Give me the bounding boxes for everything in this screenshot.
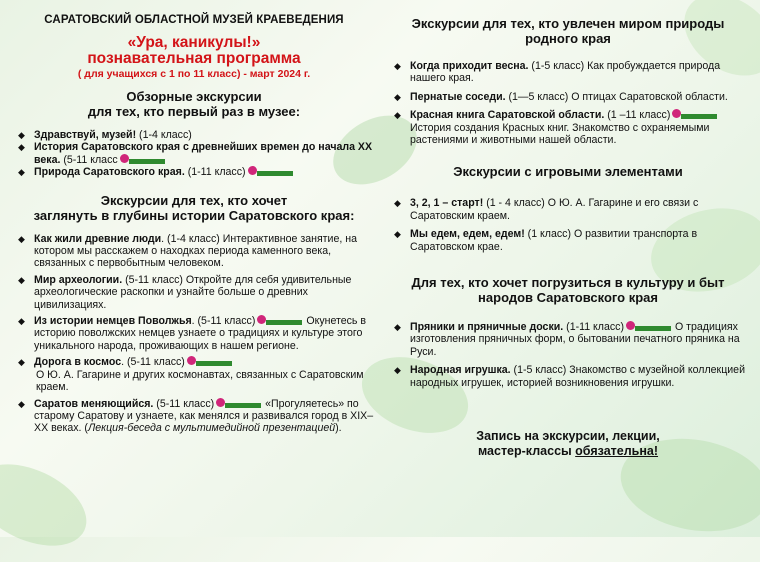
- list-item: ◆ Красная книга Саратовской области. (1 –11 класс) История создания Красных книг. Знакомство с охраняемыми растениями и животными нашей области.: [390, 109, 746, 146]
- culture-list: [390, 321, 746, 389]
- program-subtitle: ( для учащихся с 1 по 11 класс) - март 2024 г.: [77, 68, 311, 80]
- nature-list: [390, 60, 746, 146]
- flower-badge-icon: [248, 167, 294, 177]
- leaf-decor: [0, 448, 99, 562]
- list-item: ◆ Из истории немцев Поволжья. (5-11 класс) Окунетесь в историю поволжских немцев узнаете о традициях и культуре этого уникального народа, проживающих в нашем регионе.: [18, 315, 367, 352]
- list-item: ◆ Мы едем, едем, едем! (1 класс) О развитии транспорта в Саратовском крае.: [394, 228, 698, 253]
- right-column: [390, 0, 746, 459]
- list-item: ◆ Мир археологии. (5-11 класс) Откройте для себя удивительные археологические раскопки и узнайте больше о древних цивилизациях.: [18, 273, 352, 311]
- list-item: ◆ Здравствуй, музей! (1-4 класс): [18, 129, 192, 141]
- section-heading-culture: Для тех, кто хочет погрузиться в культуру и быт народов Саратовского края: [411, 275, 725, 306]
- flower-badge-icon: [672, 110, 718, 120]
- section-heading-nature: Экскурсии для тех, кто увлечен миром природы родного края: [411, 16, 725, 46]
- section-heading-games: Экскурсии с игровыми элементами: [453, 164, 683, 180]
- cosmos-description: О Ю. А. Гагарине и других космонавтах, связанных с Саратовским краем.: [36, 368, 364, 394]
- list-item: ◆ Пернатые соседи. (1—5 класс) О птицах Саратовской области.: [394, 90, 728, 103]
- list-item: ◆ Дорога в космос. (5-11 класс): [14, 356, 374, 368]
- list-item: ◆ История Саратовского края с древнейших времен до начала XX века. (5-11 класс: [18, 141, 373, 166]
- list-item: ◆ Саратов меняющийся. (5-11 класс) «Прогуляетесь» по старому Саратову и узнаете, как менялся и развивался город в XIX– XX веках. (Лекция-беседа с мультимедийной презентацией).: [18, 397, 374, 435]
- left-column: [14, 0, 374, 435]
- flower-badge-icon: [626, 322, 672, 332]
- list-item: ◆ Как жили древние люди. (1-4 класс) Интерактивное занятие, на котором мы расскажем о находках периода каменного века, связанных с первобытным человеком.: [18, 232, 357, 270]
- museum-name: САРАТОВСКИЙ ОБЛАСТНОЙ МУЗЕЙ КРАЕВЕДЕНИЯ: [44, 14, 344, 26]
- list-item: ◆ Природа Саратовского края. (1-11 класс): [14, 166, 374, 178]
- program-title-line2: познавательная программа: [87, 50, 301, 67]
- signup-notice: Запись на экскурсии, лекции, мастер-классы обязательна!: [476, 429, 660, 459]
- list-item: ◆ 3, 2, 1 – старт! (1 - 4 класс) О Ю. А. Гагарине и его связи с Саратовским краем.: [394, 197, 699, 222]
- games-list: [390, 197, 746, 253]
- flower-badge-icon: [257, 316, 303, 326]
- list-item: ◆ Пряники и пряничные доски. (1-11 класс) О традициях изготовления пряничных форм, о бытовании печатного пряника на Руси.: [394, 321, 740, 358]
- section-heading-overview: Обзорные экскурсии для тех, кто первый раз в музее:: [87, 89, 301, 119]
- list-item: ◆ Когда приходит весна. (1-5 класс) Как пробуждается природа нашего края.: [394, 60, 721, 85]
- flower-badge-icon: [216, 399, 262, 409]
- saratov-list: [14, 398, 374, 435]
- flower-badge-icon: [187, 357, 233, 367]
- program-title: «Ура, каникулы!»: [127, 34, 261, 51]
- section-heading-history: Экскурсии для тех, кто хочет заглянуть в глубины истории Саратовского края:: [33, 192, 355, 223]
- list-item: ◆ Народная игрушка. (1-5 класс) Знакомство с музейной коллекцией народных игрушек, историей возникновения игрушки.: [394, 364, 745, 389]
- flower-badge-icon: [120, 155, 166, 165]
- history-list: [14, 233, 374, 369]
- overview-list: [14, 129, 374, 179]
